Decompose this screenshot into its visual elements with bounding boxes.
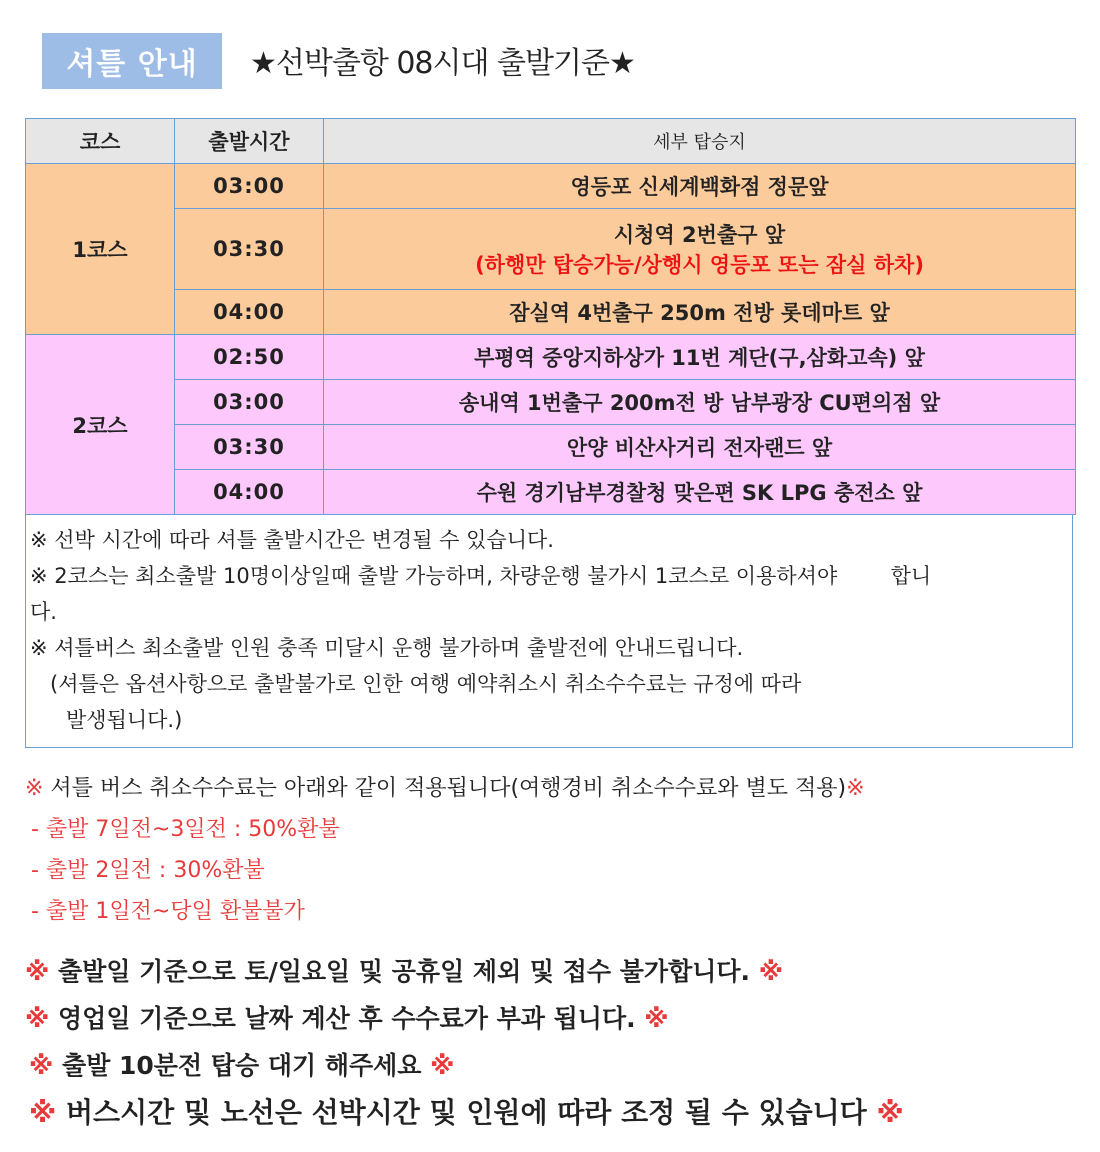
course-2-label: 2코스 (26, 335, 175, 515)
rule-text: 출발일 기준으로 토/일요일 및 공휴일 제외 및 접수 불가합니다. (49, 957, 759, 986)
table-row (26, 380, 1076, 425)
fee-item: - 출발 2일전 : 30%환불 (31, 858, 265, 883)
reference-mark-icon: ※ (758, 957, 784, 986)
reference-mark-icon: ※ (25, 957, 50, 986)
shuttle-schedule-table (25, 118, 1076, 515)
departure-time: 03:30 (175, 209, 324, 290)
column-header-time: 출발시간 (175, 119, 324, 164)
rule-line (25, 948, 904, 995)
reference-mark-icon: ※ (430, 1051, 455, 1080)
boarding-stop: 안양 비산사거리 전자랜드 앞 (324, 425, 1076, 470)
departure-time: 04:00 (175, 290, 324, 335)
cancellation-fee-section (25, 768, 865, 932)
fee-heading-text: 셔틀 버스 취소수수료는 아래와 같이 적용됩니다(여행경비 취소수수료와 별도 적용) (43, 776, 847, 801)
reference-mark-icon: ※ (29, 1051, 54, 1080)
table-row (26, 470, 1076, 515)
reference-mark-icon: ※ (25, 1004, 50, 1033)
rule-text: 버스시간 및 노선은 선박시간 및 인원에 따라 조정 될 수 있습니다 (56, 1096, 877, 1129)
departure-time: 02:50 (175, 335, 324, 380)
table-row (26, 335, 1076, 380)
boarding-stop: 수원 경기남부경찰청 맞은편 SK LPG 충전소 앞 (324, 470, 1076, 515)
course-1-label: 1코스 (26, 164, 175, 335)
table-row (26, 164, 1076, 209)
note-line: ※ 셔틀버스 최소출발 인원 충족 미달시 운행 불가하며 출발전에 안내드립니다. (30, 636, 744, 660)
note-line: ※ 선박 시간에 따라 셔틀 출발시간은 변경될 수 있습니다. (30, 528, 554, 552)
boarding-stop: 송내역 1번출구 200m전 방 남부광장 CU편의점 앞 (324, 380, 1076, 425)
page-headline: ★선박출항 08시대 출발기준★ (250, 46, 635, 81)
table-header-row (26, 119, 1076, 164)
rule-text: 영업일 기준으로 날짜 계산 후 수수료가 부과 됩니다. (49, 1004, 645, 1033)
note-line: ※ 2코스는 최소출발 10명이상일때 출발 가능하며, 차량운행 불가시 1코스로 이용하셔야 합니 (30, 564, 932, 588)
boarding-stop: 잠실역 4번출구 250m 전방 롯데마트 앞 (324, 290, 1076, 335)
column-header-stop: 세부 탑승지 (324, 119, 1076, 164)
departure-time: 03:00 (175, 164, 324, 209)
rules-section (25, 948, 904, 1136)
rule-line (25, 1089, 904, 1136)
column-header-course: 코스 (26, 119, 175, 164)
fee-item: - 출발 1일전~당일 환불불가 (31, 899, 305, 924)
reference-mark-icon: ※ (29, 1096, 57, 1129)
table-row (26, 425, 1076, 470)
note-line: 다. (30, 600, 57, 624)
fee-heading (25, 768, 865, 809)
departure-time: 03:00 (175, 380, 324, 425)
rule-text: 출발 10분전 탑승 대기 해주세요 (53, 1051, 431, 1080)
rule-line (25, 995, 904, 1042)
note-line: 발생됩니다.) (66, 708, 183, 732)
boarding-stop-cell (324, 209, 1076, 290)
reference-mark-icon: ※ (876, 1096, 904, 1129)
departure-time: 03:30 (175, 425, 324, 470)
title-badge: 셔틀 안내 (42, 33, 222, 89)
departure-time: 04:00 (175, 470, 324, 515)
rule-line (25, 1042, 904, 1089)
boarding-note: (하행만 탑승가능/상행시 영등포 또는 잠실 하차) (475, 253, 924, 277)
table-row (26, 209, 1076, 290)
reference-mark-icon: ※ (25, 776, 44, 801)
table-row (26, 290, 1076, 335)
boarding-stop: 영등포 신세계백화점 정문앞 (324, 164, 1076, 209)
notes-box (25, 514, 1073, 748)
fee-item: - 출발 7일전~3일전 : 50%환불 (31, 817, 340, 842)
reference-mark-icon: ※ (846, 776, 865, 801)
boarding-stop: 부평역 중앙지하상가 11번 계단(구,삼화고속) 앞 (324, 335, 1076, 380)
note-line: (셔틀은 옵션사항으로 출발불가로 인한 여행 예약취소시 취소수수료는 규정에 따라 (50, 672, 802, 696)
reference-mark-icon: ※ (644, 1004, 669, 1033)
boarding-stop: 시청역 2번출구 앞 (613, 223, 786, 247)
